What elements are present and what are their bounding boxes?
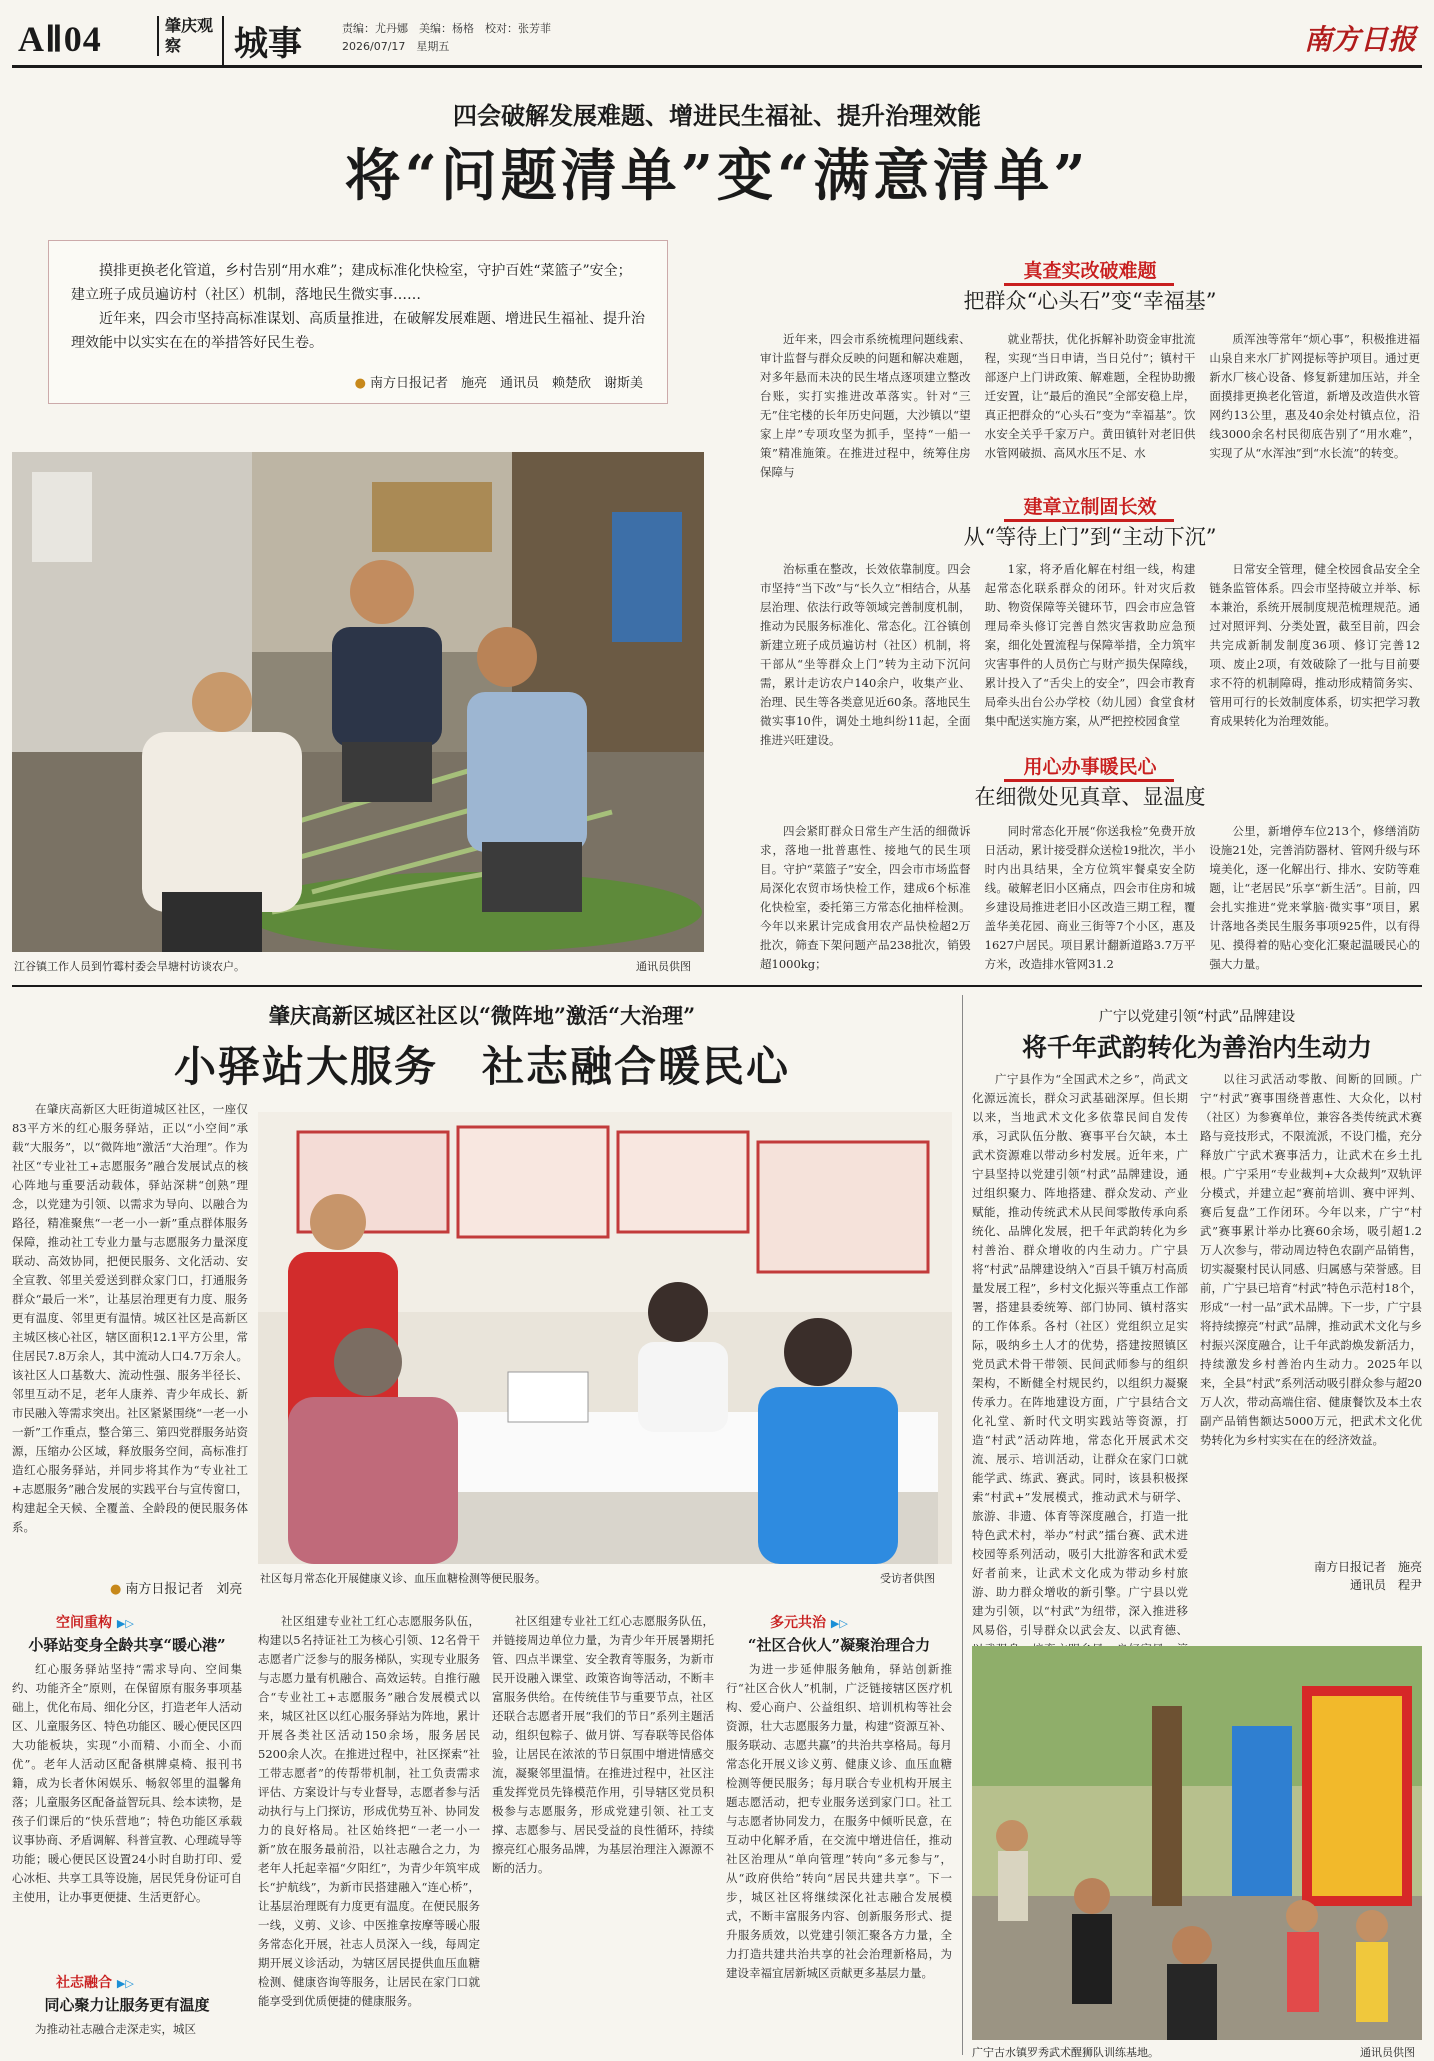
editors-info (342, 20, 551, 56)
lead-paragraph: 近年来，四会市坚持高标准谋划、高质量推进，在破解发展难题、增进民生福祉、提升治理效能中以实实在在的举措答好民生卷。 (71, 311, 645, 351)
body-column: 治标重在整改，长效依靠制度。四会市坚持“当下改”与“长久立”相结合，从基层治理、依法行政等领域完善制度机制，推动为民服务标准化、常态化。江谷镇创新建立班子成员遍访村（社区）机制，将干部从“坐等群众上门”转为主动下沉问需，累计走访农户140余户，收集产业、治理、民生等各类意见近60条。落地民生微实事10件，调处土地纠纷11起，全面推进兴旺建设。 (760, 562, 971, 747)
story2-body-column: 社区组建专业社工红心志愿服务队伍，并链接周边单位力量，为青少年开展暑期托管、四点半课堂、安全教育等服务，为新市民开设融入课堂、政策咨询等活动，不断丰富服务供给。在传统佳节与重要节点，社区还联合志愿者开展“我们的节日”系列主题活动，组织包粽子、做月饼、写春联等民俗体验，让居民在浓浓的节日氛围中增进情感交流，凝聚邻里温情。在推进过程中，社区注重发挥党员先锋模范作用，引导辖区党员积极参与志愿服务，形成党建引领、社工支撑、志愿参与、居民受益的良性循环，持续擦亮红心服务品牌，为基层治理注入源源不断的活力。 (492, 1614, 714, 1875)
story1-headline: 将“问题清单”变“满意清单” (344, 143, 1090, 209)
story2-sub3-title: “社区合伙人”凝聚治理合力 (747, 1636, 931, 1654)
story2-sub1-label (56, 1612, 134, 1632)
story2-byline: ● 南方日报记者 刘亮 (110, 1578, 242, 1597)
section-name-small: 肇庆观察 (157, 16, 213, 56)
story2-photo-caption: 社区每月常态化开展健康义诊、血压血糖检测等便民服务。 (260, 1572, 546, 1585)
byline-reporter: 南方日报记者 施亮 (1313, 1560, 1422, 1574)
story1-photo-credit: 通讯员供图 (636, 960, 691, 973)
story1-section2-body (760, 560, 1421, 747)
story2-photo-credit: 受访者供图 (880, 1572, 935, 1585)
story3-kicker: 广宁以党建引领“村武”品牌建设 (1098, 1009, 1296, 1025)
story2-headline: 小驿站大服务 社志融合暖民心 (173, 1042, 790, 1091)
story2-intro: 在肇庆高新区大旺街道城区社区，一座仅83平方米的红心服务驿站，正以“小空间”承载“大服务”，以“微阵地”激活“大治理”。作为社区“专业社工+志愿服务”融合发展试点的核心阵地与重要活动载体，驿站深耕“创熟”理念，以党建为引领、以需求为导向、以融合为路径，精准聚焦“一老一小一新”重点群体服务保障，推动社工专业力量与志愿服务力量深度联动、高效协同，把便民服务、文化活动、安全宣教、邻里关爱送到群众家门口，打通服务群众“最后一米”，让基层治理更有力度、服务更有温度、邻里更有温情。城区社区是高新区主城区核心社区，辖区面积12.1平方公里，常住居民7.8万余人，其中流动人口4.7万余人。该社区人口基数大、流动性强、服务半径长、邻里互动不足，老年人康养、青少年成长、新市民融入等需求突出。社区紧紧围绕“一老一小一新”工作重点，整合第三、第四党群服务站资源，压缩办公区域，释放服务空间，高标准打造红心服务驿站，并同步将其作为“专业社工+志愿服务”融合发展的实践平台与宣传窗口，构建起全天候、全覆盖、全龄段的便民服务体系。 (12, 1102, 248, 1534)
story2-sub3-label (770, 1612, 848, 1632)
body-column: 质浑浊等常年“烦心事”，积极推进福山泉自来水厂扩网提标等护项目。通过更新水厂核心设备、修复新建加压站，并全面摸排更换老化管道，新增及改造供水管网约13公里，惠及40余处村镇点位，沿线3000余名村民彻底告别了“用水难”，实现了从“水浑浊”到“水长流”的转变。 (1209, 332, 1421, 460)
story2-photo (258, 1112, 952, 1564)
martial-arts-photo (972, 1646, 1422, 2040)
story1-section3-title: 用心办事暖民心 (1023, 756, 1157, 778)
body-column: 就业帮扶，优化拆解补助资金审批流程，实现“当日申请，当日兑付”；镇村干部逐户上门讲政策、解难题，全程协助搬迁安置，让“最后的渔民”全部安稳上岸，真正把群众的“心头石”变为“幸福基”。饮水安全关乎千家万户。黄田镇针对老旧供水管网破损、高风水压不足、水 (984, 332, 1196, 460)
column-divider (962, 995, 963, 2055)
story1-section1-body (760, 330, 1421, 479)
story1-section2-subtitle: 从“等待上门”到“主动下沉” (963, 525, 1217, 549)
masthead (12, 10, 1422, 68)
page-number: AⅡ04 (18, 19, 102, 59)
section-divider (12, 985, 1422, 987)
triangle-icon: ▶▷ (830, 1617, 848, 1630)
story1-kicker: 四会破解发展难题、增进民生福祉、提升治理效能 (453, 101, 981, 130)
date-line: 2026/07/17 星期五 (342, 40, 450, 53)
story3-body-column: 广宁县作为“全国武术之乡”，尚武文化源远流长，群众习武基础深厚。但长期以来，当地武术文化多依靠民间自发传承，习武队伍分散、赛事平台欠缺，本土武术资源难以带动乡村发展。近年来，广宁县坚持以党建引领“村武”品牌建设，通过组织聚力、阵地搭建、群众发动、产业赋能，推动传统武术从民间零散传承向系统化、品牌化发展，把千年武韵转化为乡村善治、群众增收的内生动力。广宁县将“村武”品牌建设纳入“百县千镇万村高质量发展工程”，乡村文化振兴等重点工作部署，搭建县委统筹、部门协同、镇村落实的工作体系。各村（社区）党组织立足实际，吸纳乡土人才的优势，搭建按照镇区党员武术骨干带领、民间武师参与的组织架构，不断健全村规民约，以组织力凝聚传承力。在阵地建设方面，广宁县结合文化礼堂、新时代文明实践站等资源，打造“村武”活动阵地，常态化开展武术交流、展示、培训活动，让群众在家门口就能学武、练武、赛武。同时，该县积极探索“村武+”发展模式，推动武术与研学、旅游、非遗、体育等深度融合，打造一批特色武术村，举办“村武”擂台赛、武术进校园等系列活动，吸引大批游客和武术爱好者前来，让武术文化成为带动乡村旅游、助力群众增收的新引擎。广宁县以党建为引领，以“村武”为纽带，深入推进移风易俗，引导群众以武会友、以武育德、 (972, 1072, 1188, 1637)
village-visit-photo (12, 452, 704, 952)
section-name: 城事 (222, 16, 302, 65)
triangle-icon: ▶▷ (116, 1617, 134, 1630)
sub3-label-text: 多元共治 (770, 1615, 826, 1631)
story2-sub2-text: 为推动社志融合走深走实，城区 (35, 2022, 196, 2036)
story2-sub1-title: 小驿站变身全龄共享“暖心港” (28, 1636, 226, 1654)
story2-sub2-label (56, 1972, 134, 1992)
newspaper-logo: 南方日报 (1303, 23, 1416, 56)
story2-body-column: 社区组建专业社工红心志愿服务队伍，构建以5名持证社工为核心引领、12名骨干志愿者广泛参与的服务梯队，实现专业服务与志愿力量有机融合、高效运转。自推行融合“专业社工+志愿服务”融合发展模式以来，城区社区以红心服务驿站为阵地，累计开展各类社区活动150余场，服务居民5200余人次。在推进过程中，社区探索“社工带志愿者”的传帮带机制，社工负责需求评估、方案设计与专业督导，志愿者参与活动执行与上门探访，形成优势互补、协同发力的良好格局。社区始终把“一老一小一新”放在服务最前沿，以社志融合之力，为老年人托起幸福“夕阳红”，为青少年筑牢成长“护航线”，为新市民搭建融入“连心桥”，让基层治理既有力度更有温度。在便民服务一线，义剪、义诊、中医推拿按摩等暖心服务常态化开展，社志人员深入一线，每周定期开展义诊活动，为辖区居民提供血压血糖检测、健康咨询等服务，让居民在家门口就能享受到优质便捷的健康服务。 (258, 1614, 480, 2008)
story1-section1-title: 真查实改破难题 (1023, 260, 1157, 282)
story1-section1-subtitle: 把群众“心头石”变“幸福基” (963, 289, 1217, 313)
story3-photo-caption: 广宁古水镇罗秀武术醒狮队训练基地。 (972, 2046, 1159, 2059)
body-column: 日常安全管理，健全校园食品安全全链条监管体系。四会市坚持破立并举、标本兼治，系统开展制度规范梳理规范。通过对照评判、分类处置，截至目前，四会共完成新制发制度36项、修订完善12项、废止2项，有效破除了一批与目前要求不符的机制障碍，推动形成精简务实、管用可行的长效制度体系，切实把学习教育成果转化为治理效能。 (1209, 562, 1421, 728)
story3-headline: 将千年武韵转化为善治内生动力 (1021, 1033, 1372, 1062)
story1-photo-caption: 江谷镇工作人员到竹霉村委会旱塘村访谈农户。 (14, 960, 245, 973)
story2-sub3-text: 为进一步延伸服务触角，驿站创新推行“社区合伙人”机制，广泛链接辖区医疗机构、爱心商户、公益组织、培训机构等社会资源，壮大志愿服务力量，构建“资源互补、服务联动、志愿共赢”的共治共享格局。每月常态化开展义诊义剪、健康义诊、血压血糖检测等便民服务；每月联合专业机构开展主题志愿活动，把专业服务送到家门口。社工与志愿者协同发力，在服务中倾听民意，在互动中化解矛盾，在交流中增进信任，推动社区治理从“单向管理”转向“多元参与”，从“政府供给”转向“居民共建共享”。下一步，城区社区将继续深化社志融合发展模式，不断丰富服务内容、创新服务形式、提升服务质效，以党建引领汇聚各方力量，全力打造共建共治共享的社会治理新格局，为建设幸福宜居新城区贡献更多基层力量。 (726, 1662, 952, 1980)
story1-lead-box (48, 240, 668, 404)
lead-paragraph: 摸排更换老化管道，乡村告别“用水难”；建成标准化快检室，守护百姓“菜篮子”安全；建立班子成员遍访村（社区）机制，落地民生微实事…… (71, 263, 632, 303)
body-column: 近年来，四会市系统梳理问题线索、审计监督与群众反映的问题和解决难题，对多年悬而未决的民生堵点逐项建立整改台账，实打实推进改革落实。针对“三无”住宅楼的长年历史问题，大沙镇以“望家上岸”专项攻坚为抓手，坚持“一船一策”精准施策。在推进过程中，统筹住房保障与 (760, 332, 971, 479)
triangle-icon: ▶▷ (116, 1977, 134, 1990)
body-column: 1家，将矛盾化解在村组一线，构建起常态化联系群众的闭环。针对灾后救助、物资保障等关键环节，四会市应急管理局牵头修订完善自然灾害救助应急预案，细化处置流程与保障举措，全力筑牢灾害事件的人员伤亡与财产损失保障线，累计投入了“舌尖上的安全”，四会市教育局牵头出台公办学校（幼儿园）食堂食材集中配送实施方案，从严把控校园食堂 (984, 562, 1196, 728)
health-checkup-photo (258, 1112, 952, 1564)
story3-photo (972, 1646, 1422, 2040)
story1-section2-title: 建章立制固长效 (1023, 496, 1157, 518)
body-column: 公里，新增停车位213个，修缮消防设施21处，完善消防器材、管网升级与环境美化，逐一化解出行、排水、安防等难题，让“老居民”乐享“新生活”。目前，四会扎实推进“党来掌脑·微实事”项目，累计落地各类民生服务事项925件，以有得见、摸得着的贴心变化汇聚起温暖民心的强大力量。 (1209, 824, 1421, 971)
story1-byline: ● 南方日报记者 施亮 通讯员 赖楚欣 谢斯美 (355, 372, 643, 391)
story1-section3-body (760, 822, 1420, 972)
byline-correspondent: 通讯员 程尹 (1349, 1578, 1422, 1592)
body-column: 四会紧盯群众日常生产生活的细微诉求，落地一批普惠性、接地气的民生项目。守护“菜篮子”安全，四会市市场监督局深化农贸市场快检工作，建成6个标准化快检室，委托第三方常态化抽样检测。今年以来累计完成食用农产品快检超2万批次，筛查下架问题产品238批次，销毁超1000kg； (760, 824, 971, 971)
body-column: 同时常态化开展“你送我检”免费开放日活动，累计接受群众送检19批次，半小时内出具结果，全方位筑牢餐桌安全防线。破解老旧小区痛点，四会市住房和城乡建设局推进老旧小区改造三期工程，覆盖华美花园、商业三街等7个小区，惠及1627户居民。项目累计翻新道路3.7万平方米，改造排水管网31.2 (984, 824, 1196, 971)
story2-sub1-text: 红心服务驿站坚持“需求导向、空间集约、功能齐全”原则，在保留原有服务事项基础上，优化布局、细化分区，打造老年人活动区、儿童服务区、特色功能区、暖心便民区四大功能板块，实现“小而精、小而全、小而优”。老年人活动区配备棋牌桌椅、报刊书籍，成为长者休闲娱乐、畅叙邻里的温馨角落；儿童服务区配备益智玩具、绘本读物，是孩子们课后的“快乐营地”；特色功能区承载议事协商、矛盾调解、科普宣教、心理疏导等功能；暖心便民区设置24小时自助打印、爱心冰柜、共享工具等设施，居民凭身份证可自主使用，让办事更便捷、生活更舒心。 (12, 1662, 242, 1904)
sub2-label-text: 社志融合 (56, 1975, 112, 1991)
story1-section3-subtitle: 在细微处见真章、显温度 (974, 785, 1206, 809)
story2-kicker: 肇庆高新区城区社区以“微阵地”激活“大治理” (268, 1003, 696, 1028)
story2-sub2-title: 同心聚力让服务更有温度 (44, 1996, 210, 2014)
story3-photo-credit: 通讯员供图 (1360, 2046, 1415, 2059)
editors-line: 责编：尤丹娜 美编：杨格 校对：张芳菲 (342, 22, 551, 35)
sub1-label-text: 空间重构 (56, 1615, 112, 1631)
story3-byline (1200, 1558, 1422, 1594)
story3-body-column: 以往习武活动零散、间断的回顾。广宁“村武”赛事围绕普惠性、大众化，以村（社区）为参赛单位，兼容各类传统武术赛路与竞技形式，不限流派，不设门槛，充分释放广宁武术赛事活力，让武术在乡土扎根。广宁采用“专业裁判+大众裁判”双轨评分模式，并建立起“赛前培训、赛中评判、赛后复盘”工作闭环。今年以来，广宁“村武”赛事累计举办比赛60余场，吸引超1.2万人次参与，带动周边特色农副产品销售，切实凝聚村民认同感、归属感与荣誉感。目前，广宁县已培育“村武”特色示范村18个，形成“一村一品”武术品牌。下一步，广宁县将持续擦亮“村武”品牌，推动武术文化与乡村振兴深度融合，让千年武韵焕发新活力，持续激发乡村善治内生动力。2025年以来，全县“村武”系列活动吸引群众参与超20万人次，带动高端住宿、健康餐饮及本土农副产品销售额达5000万元，把武术文化优势转化为乡村实实在在的经济效益。 (1200, 1072, 1422, 1447)
story1-photo (12, 452, 704, 952)
